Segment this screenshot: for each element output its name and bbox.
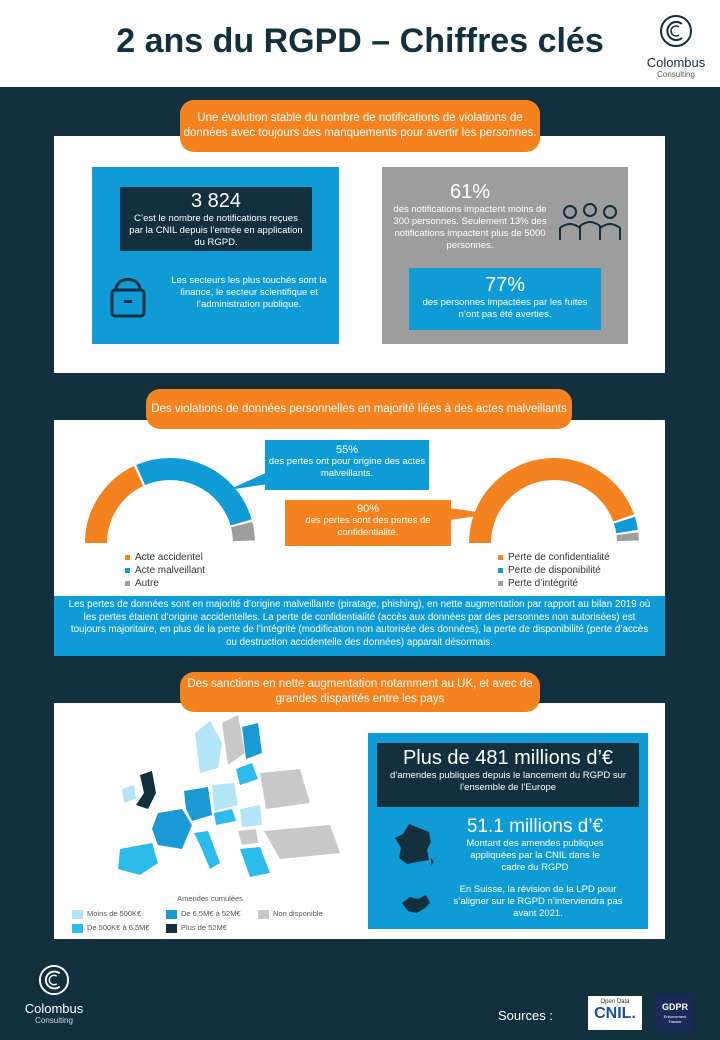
legend-integrity: Perte d’intégrité [498, 577, 610, 590]
origin-donut-segment-2 [242, 525, 244, 541]
confidentiality-value: 90% [356, 503, 380, 515]
map-legend-title: Amendes cumulées [177, 894, 243, 903]
confidentiality-text: des pertes sont des pertes de confidentialité. [305, 515, 431, 538]
sectors-text: Les secteurs les plus touchés sont la finance, le secteur scientifique et l’administration publique. [171, 275, 327, 310]
colombus-logo-top [636, 14, 716, 79]
logo-name: Colombus [646, 55, 706, 70]
cnil-fines-block [440, 816, 630, 874]
cnil-source-logo[interactable] [588, 996, 642, 1030]
cnil-fines-text: Montant des amendes publiques appliquées par la CNIL dans le cadre du RGPD [466, 838, 604, 873]
section1-banner: Une évolution stable du nombre de notifications de violations de données avec toujours des manquements pour avertir les personnes. [180, 100, 540, 152]
loss-type-donut-segment-1 [624, 520, 627, 531]
impact-value: 61% [449, 181, 491, 203]
malicious-callout [265, 440, 429, 490]
europe-fines-map [100, 713, 350, 883]
unwarned-box [409, 268, 601, 330]
impact-text: des notifications impactent moins de 300 personnes. Seulement 13% des notifications impactent plus de 5000 personnes. [393, 204, 547, 251]
legend-confidentiality: Perte de confidentialité [498, 551, 610, 564]
cnil-source-name: CNIL. [594, 1005, 636, 1022]
loss-type-donut-chart [464, 455, 644, 545]
page-title: 2 ans du RGPD – Chiffres clés [116, 22, 604, 60]
logo-sub: Consulting [657, 70, 695, 79]
loss-type-legend [498, 551, 610, 590]
origin-donut-segment-1 [141, 469, 241, 522]
malicious-value: 55% [335, 444, 359, 456]
cnil-source-top: Open Data [600, 999, 630, 1005]
confidentiality-callout [285, 500, 451, 546]
gdpr-tracker-logo[interactable] [656, 994, 694, 1032]
gdpr-tracker-sub: Enforcement Tracker [663, 1014, 687, 1024]
legend-malicious: Acte malveillant [125, 564, 205, 577]
notifications-count: 3 824 [190, 190, 242, 212]
map-legend-500k-6m: De 500K€ à 6,5M€ [72, 923, 150, 933]
legend-availability: Perte de disponibilité [498, 564, 610, 577]
malicious-callout-pointer [228, 472, 268, 492]
switzerland-map-icon [400, 893, 432, 915]
people-group-icon [558, 200, 622, 244]
europe-fines-text: d’amendes publiques depuis le lancement du RGPD sur l’ensemble de l’Europe [389, 770, 627, 793]
colombus-logo-bottom [16, 964, 92, 1025]
map-legend-under-500k: Moins de 500K€ [72, 909, 141, 919]
unwarned-text: des personnes impactées par les fuites n’ont pas été averties. [422, 297, 588, 320]
footer-logo-name: Colombus [24, 1001, 84, 1016]
loss-type-donut-segment-2 [627, 534, 628, 541]
france-map-icon [393, 822, 435, 866]
legend-accidental: Acte accidentel [125, 551, 205, 564]
unwarned-value: 77% [484, 274, 526, 296]
europe-fines-value: Plus de 481 millions d’€ [402, 747, 614, 769]
europe-fines-box [377, 743, 639, 807]
section2-summary: Les pertes de données sont en majorité d’origine malveillante (piratage, phishing), en nette augmentation par rapport au bilan 2019 où les pertes étaient d’origine accidentelles. La perte de confidentialité (accès aux données par des personnes non autorisées) est toujours majoritaire, en plus de la perte de l’intégrité (modification non autorisée des données), la perte de disponibilité (perte d’accès ou destruction accidentelle des données) apparait désormais. [54, 596, 665, 656]
legend-other: Autre [125, 577, 205, 590]
origin-donut-segment-0 [96, 476, 139, 543]
colombus-logo-bottom-icon [38, 964, 70, 996]
swiss-text: En Suisse, la révision de la LPD pour s’aligner sur le RGPD n’interviendra pas avant 2021. [453, 884, 623, 919]
cnil-fines-value: 51.1 millions d’€ [466, 816, 604, 837]
section3-banner: Des sanctions en nette augmentation notamment au UK, et avec de grandes disparités entre les pays [180, 672, 540, 712]
impact-block [390, 181, 550, 252]
sources-label: Sources : [498, 1008, 553, 1023]
map-legend-6m-52m: De 6,5M€ à 52M€ [166, 909, 241, 919]
hacker-icon [104, 268, 152, 320]
map-legend-over-52m: Plus de 52M€ [166, 923, 227, 933]
map-legend-not-available: Non disponible [258, 909, 323, 919]
confidentiality-callout-pointer [450, 508, 490, 528]
notifications-stat-box [120, 187, 312, 251]
colombus-logo-icon [659, 14, 693, 48]
footer-logo-sub: Consulting [35, 1016, 73, 1025]
malicious-text: des pertes ont pour origine des actes malveillants. [268, 456, 426, 479]
origin-donut-chart [80, 455, 260, 545]
notifications-text: C’est le nombre de notifications reçues par la CNIL depuis l’entrée en application du RGPD. [129, 213, 303, 248]
gdpr-tracker-name: GDPR [661, 1002, 688, 1012]
loss-type-donut-segment-0 [480, 469, 624, 543]
origin-legend [125, 551, 205, 590]
section2-banner: Des violations de données personnelles en majorité liées à des actes malveillants [146, 389, 572, 429]
